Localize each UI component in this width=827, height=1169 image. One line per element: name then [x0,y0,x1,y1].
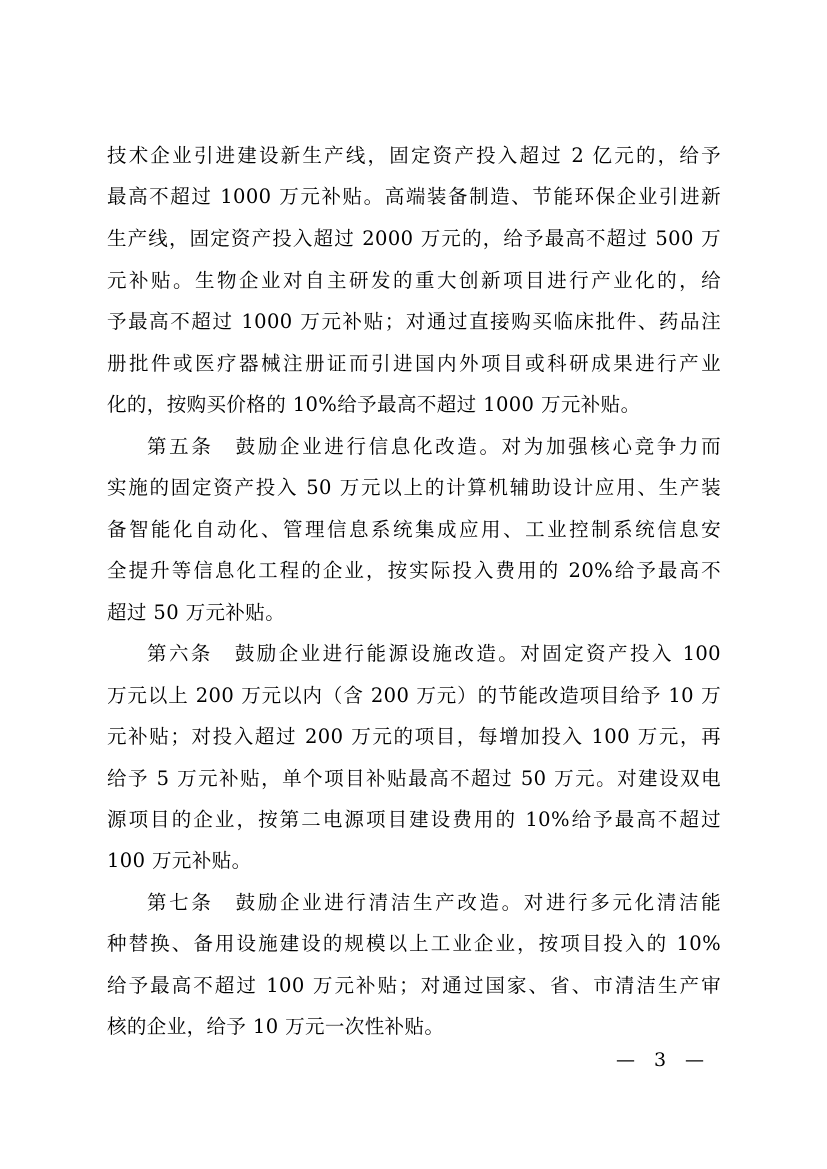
text-line: 超过 50 万元补贴。 [107,601,286,624]
text-line: 化的，按购买价格的 10%给予最高不超过 1000 万元补贴。 [107,393,641,416]
text-line: 备智能化自动化、管理信息系统集成应用、工业控制系统信息安 [107,518,721,541]
text-line: 给予最高不超过 100 万元补贴；对通过国家、省、市清洁生产审 [107,974,721,997]
text-line: 全提升等信息化工程的企业，按实际投入费用的 20%给予最高不 [107,559,721,582]
page-number: — 3 — [615,1049,705,1071]
text-line: 给予 5 万元补贴，单个项目补贴最高不超过 50 万元。对建设双电 [107,767,721,790]
text-line: 元补贴。生物企业对自主研发的重大创新项目进行产业化的，给 [107,269,721,292]
text-line: 元补贴；对投入超过 200 万元的项目，每增加投入 100 万元，再 [107,725,721,748]
text-line: 源项目的企业，按第二电源项目建设费用的 10%给予最高不超过 [107,808,721,831]
article-5-heading-line: 第五条 鼓励企业进行信息化改造。对为加强核心竞争力而 [147,435,721,458]
text-line: 生产线，固定资产投入超过 2000 万元的，给予最高不超过 500 万 [107,227,721,250]
text-line: 种替换、备用设施建设的规模以上工业企业，按项目投入的 10% [107,932,721,955]
text-line: 100 万元补贴。 [107,849,252,872]
text-line: 予最高不超过 1000 万元补贴；对通过直接购买临床批件、药品注 [107,310,721,333]
article-7-heading-line: 第七条 鼓励企业进行清洁生产改造。对进行多元化清洁能 [147,891,721,914]
article-6-heading-line: 第六条 鼓励企业进行能源设施改造。对固定资产投入 100 [147,642,721,665]
text-line: 万元以上 200 万元以内（含 200 万元）的节能改造项目给予 10 万 [107,684,721,707]
text-line: 技术企业引进建设新生产线，固定资产投入超过 2 亿元的，给予 [107,144,721,167]
text-line: 最高不超过 1000 万元补贴。高端装备制造、节能环保企业引进新 [107,185,721,208]
text-line: 册批件或医疗器械注册证而引进国内外项目或科研成果进行产业 [107,352,721,375]
text-line: 实施的固定资产投入 50 万元以上的计算机辅助设计应用、生产装 [107,476,721,499]
text-line: 核的企业，给予 10 万元一次性补贴。 [107,1015,445,1038]
